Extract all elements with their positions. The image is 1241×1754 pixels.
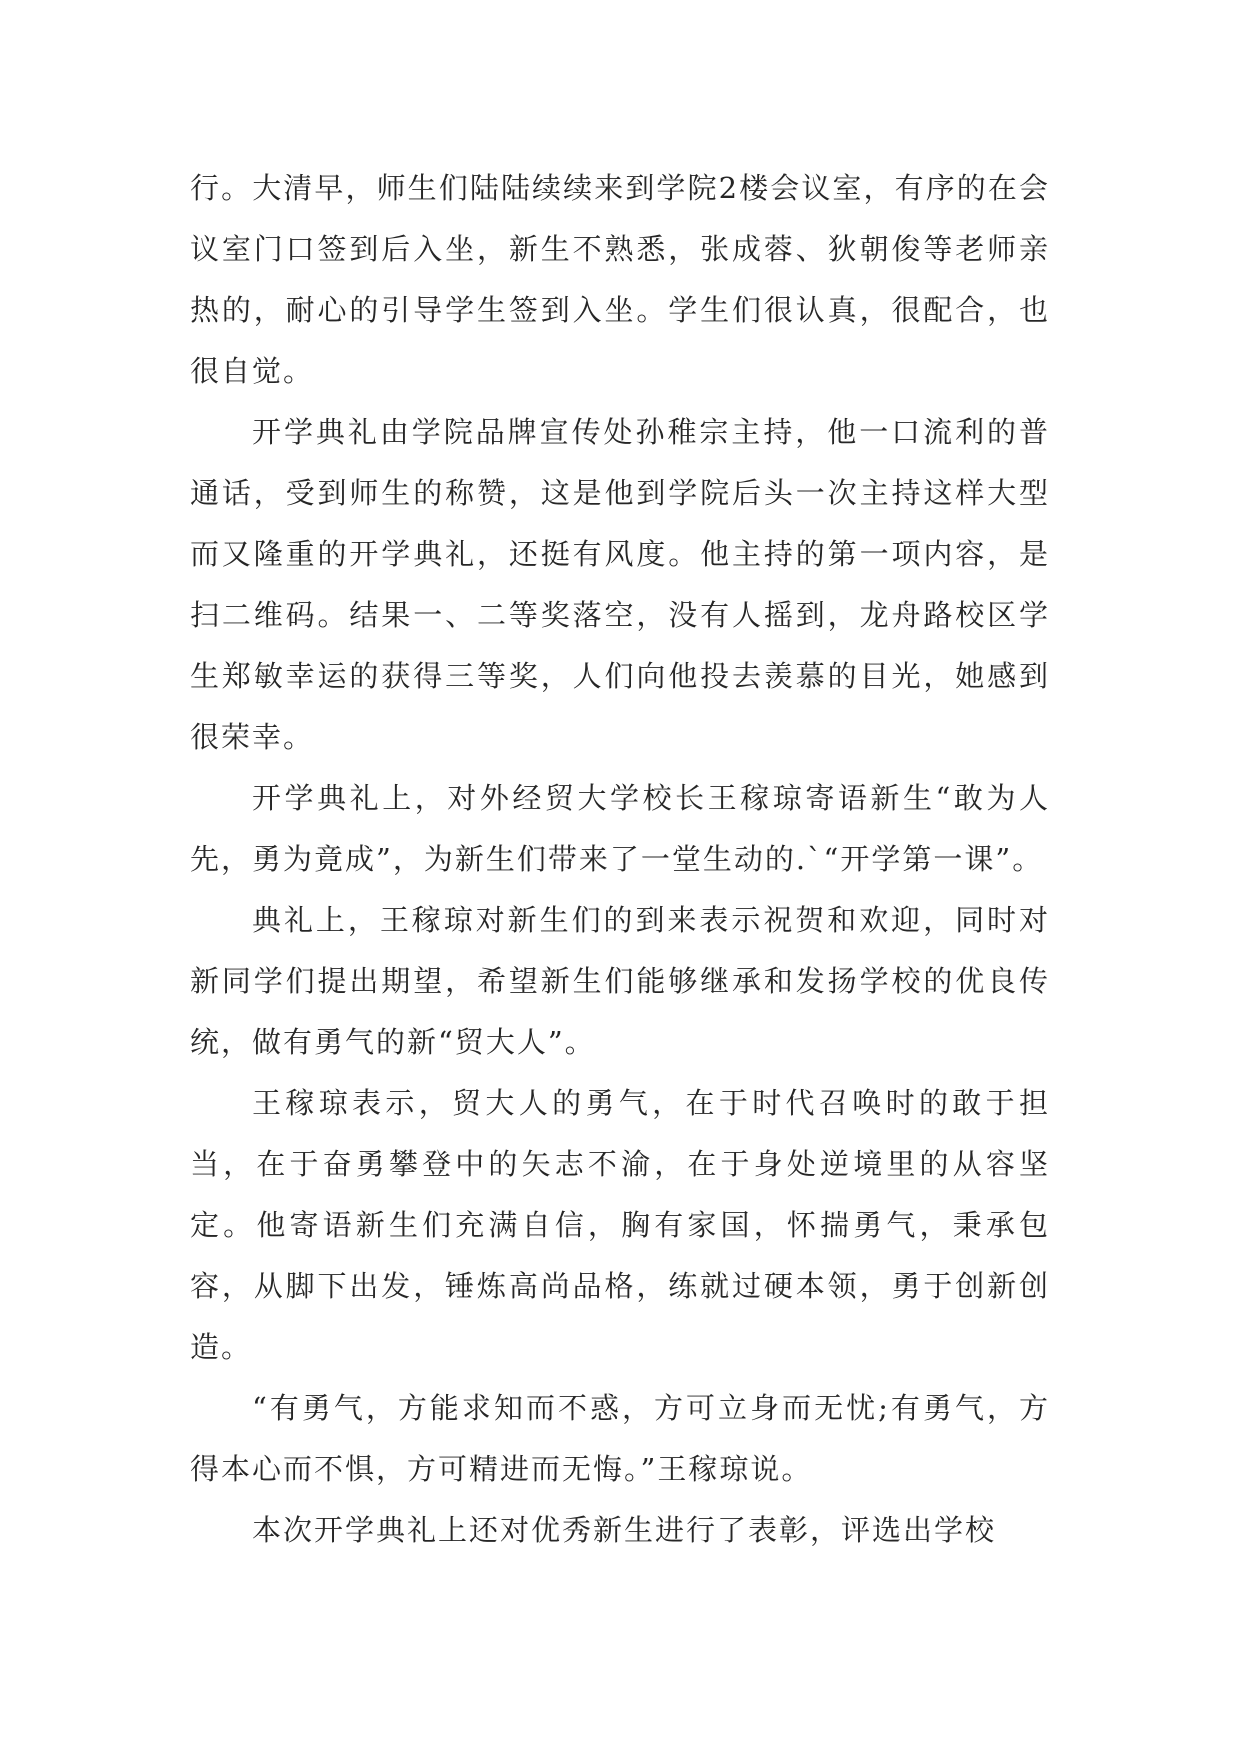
paragraph-president-message: 开学典礼上，对外经贸大学校长王稼琼寄语新生“敢为人先，勇为竟成”，为新生们带来了一堂生动的.`“开学第一课”。 — [190, 781, 1050, 876]
paragraph-courage: 王稼琼表示，贸大人的勇气，在于时代召唤时的敢于担当，在于奋勇攀登中的矢志不渝，在于身处逆境里的从容坚定。他寄语新生们充满自信，胸有家国，怀揣勇气，秉承包容，从脚下出发，锤炼高尚品格，练就过硬本领，勇于创新创造。 — [190, 1086, 1050, 1364]
paragraph-quote: “有勇气，方能求知而不惑，方可立身而无忧;有勇气，方得本心而不惧，方可精进而无悔。”王稼琼说。 — [190, 1391, 1050, 1486]
paragraph-welcome: 典礼上，王稼琼对新生们的到来表示祝贺和欢迎，同时对新同学们提出期望，希望新生们能够继承和发扬学校的优良传统，做有勇气的新“贸大人”。 — [190, 903, 1050, 1059]
paragraph-continuation: 行。大清早，师生们陆陆续续来到学院2楼会议室，有序的在会议室门口签到后入坐，新生不熟悉，张成蓉、狄朝俊等老师亲热的，耐心的引导学生签到入坐。学生们很认真，很配合，也很自觉。 — [190, 171, 1050, 388]
paragraph-awards: 本次开学典礼上还对优秀新生进行了表彰，评选出学校 — [252, 1513, 997, 1547]
paragraph-host: 开学典礼由学院品牌宣传处孙稚宗主持，他一口流利的普通话，受到师生的称赞，这是他到学院后头一次主持这样大型而又隆重的开学典礼，还挺有风度。他主持的第一项内容，是扫二维码。结果一、二等奖落空，没有人摇到，龙舟路校区学生郑敏幸运的获得三等奖，人们向他投去羡慕的目光，她感到很荣幸。 — [190, 415, 1050, 754]
document-page — [190, 158, 1050, 1561]
